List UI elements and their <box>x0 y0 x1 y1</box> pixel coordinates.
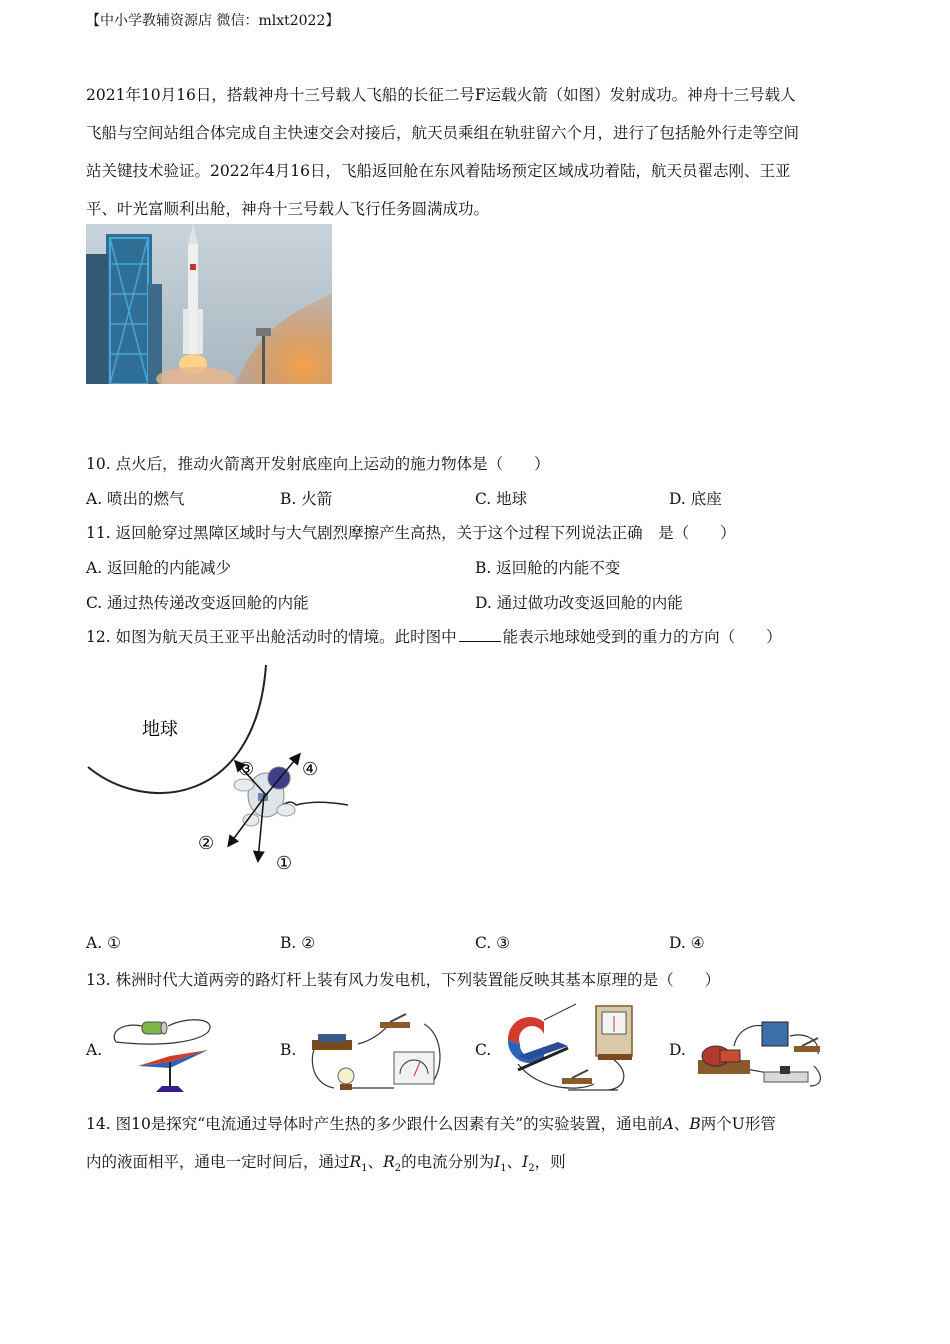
q12-stem-before: 12. 如图为航天员王亚平出舱活动时的情境。此时图中 <box>86 628 457 646</box>
q14-sub: 1 <box>500 1163 507 1175</box>
question-14-line1 <box>86 1112 776 1134</box>
q14-text: ，则 <box>534 1153 566 1171</box>
q14-var-i: I <box>522 1153 529 1171</box>
mark-1: ① <box>276 853 293 874</box>
q14-text: 、 <box>506 1153 523 1171</box>
header-text: 【中小学教辅资源店 微信：mlxt2022】 <box>86 13 340 29</box>
question-12-stem <box>86 625 782 647</box>
q14-text: 两个U形管 <box>700 1115 776 1133</box>
q14-sub: 2 <box>394 1163 402 1175</box>
q13-figure-c-magnet-galvanometer <box>498 1000 638 1096</box>
q14-sub: 1 <box>361 1163 368 1175</box>
q13-option-d[interactable]: D. <box>669 1041 686 1059</box>
q14-var-r: R <box>383 1153 395 1171</box>
q14-text: 、 <box>673 1115 690 1133</box>
q10-option-a[interactable]: A. 喷出的燃气 <box>86 490 185 508</box>
q12-answer-blank <box>459 627 501 642</box>
q11-option-d[interactable]: D. 通过做功改变返回舱的内能 <box>475 594 683 612</box>
question-11-stem: 11. 返回舱穿过黑障区域时与大气剧烈摩擦产生高热，关于这个过程下列说法正确 是（ ） <box>86 524 736 542</box>
q14-var-a: A <box>662 1115 674 1133</box>
mark-4: ④ <box>302 759 319 780</box>
q13-figure-d-electromagnet <box>694 1016 834 1096</box>
q14-text: 14. 图10是探究“电流通过导体时产生热的多少跟什么因素有关”的实验装置，通电前 <box>86 1115 663 1133</box>
q14-var-b: B <box>689 1115 701 1133</box>
q10-option-d[interactable]: D. 底座 <box>669 490 722 508</box>
q14-var-r: R <box>349 1153 362 1171</box>
q12-option-d[interactable]: D. ④ <box>669 934 705 952</box>
question-10-stem: 10. 点火后，推动火箭离开发射底座向上运动的施力物体是（ ） <box>86 455 550 473</box>
q11-option-a[interactable]: A. 返回舱的内能减少 <box>86 559 232 577</box>
q14-text: 、 <box>367 1153 384 1171</box>
intro-line: 飞船与空间站组合体完成自主快速交会对接后，航天员乘组在轨驻留六个月，进行了包括舱外行走等空间 <box>86 124 800 142</box>
astronaut-gravity-figure <box>86 655 366 885</box>
q13-option-a[interactable]: A. <box>86 1041 103 1059</box>
question-13-stem: 13. 株洲时代大道两旁的路灯杆上装有风力发电机，下列装置能反映其基本原理的是（ ） <box>86 971 721 989</box>
q12-option-b[interactable]: B. ② <box>280 934 316 952</box>
mark-3: ③ <box>238 759 255 780</box>
q14-text: 内的液面相平，通电一定时间后，通过 <box>86 1153 350 1171</box>
q11-option-b[interactable]: B. 返回舱的内能不变 <box>475 559 621 577</box>
q12-option-c[interactable]: C. ③ <box>475 934 511 952</box>
q10-option-c[interactable]: C. 地球 <box>475 490 528 508</box>
q14-sub: 2 <box>528 1163 535 1175</box>
q13-option-c[interactable]: C. <box>475 1041 492 1059</box>
intro-paragraph <box>86 76 876 228</box>
q11-option-c[interactable]: C. 通过热传递改变返回舱的内能 <box>86 594 309 612</box>
intro-line: 站关键技术验证。2022年4月16日，飞船返回舱在东风着陆场预定区域成功着陆，航天员翟志刚、王亚 <box>86 162 791 180</box>
question-14-line2 <box>86 1150 566 1174</box>
mark-2: ② <box>198 833 215 854</box>
rocket-launch-photo <box>86 224 332 384</box>
q13-option-b[interactable]: B. <box>280 1041 297 1059</box>
q12-option-a[interactable]: A. ① <box>86 934 121 952</box>
q14-var-i: I <box>494 1153 501 1171</box>
q13-figure-a-compass <box>108 1010 218 1096</box>
q14-text: 的电流分别为 <box>401 1153 495 1171</box>
q13-figure-b-circuit <box>304 1004 444 1096</box>
intro-line: 平、叶光富顺利出舱，神舟十三号载人飞行任务圆满成功。 <box>86 200 490 218</box>
q10-option-b[interactable]: B. 火箭 <box>280 490 333 508</box>
intro-line: 2021年10月16日，搭载神舟十三号载人飞船的长征二号F运载火箭（如图）发射成功。神舟十三号载人 <box>86 86 796 104</box>
q12-stem-after: 能表示地球她受到的重力的方向（ ） <box>502 628 782 646</box>
earth-label: 地球 <box>142 719 178 740</box>
